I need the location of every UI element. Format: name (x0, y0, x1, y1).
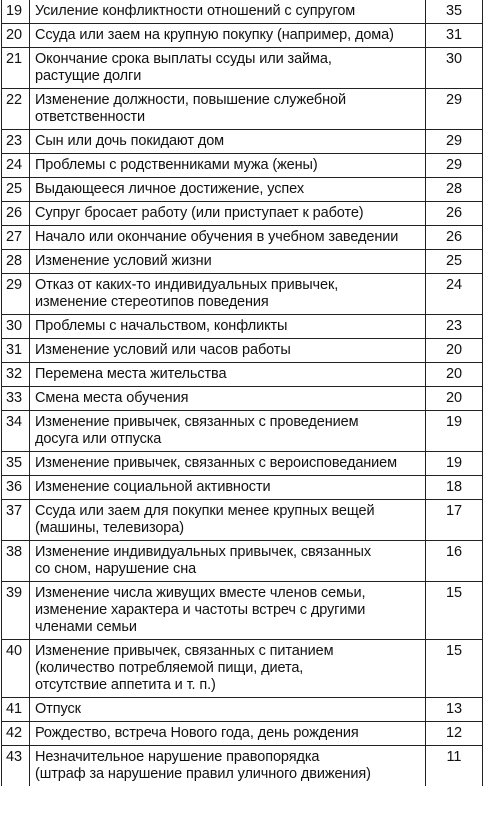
stress-score-cell: 28 (425, 178, 482, 202)
event-description-cell (29, 640, 425, 698)
table-row (2, 541, 483, 582)
row-number-cell: 20 (2, 24, 30, 48)
stress-score-cell: 35 (425, 0, 482, 24)
event-description-cell (29, 250, 425, 274)
event-description: Проблемы с родственниками мужа (жены) (34, 157, 318, 173)
event-description-cell (29, 178, 425, 202)
stress-score-cell: 29 (425, 89, 482, 130)
event-description: Изменение привычек, связанных с вероисповеданием (34, 455, 398, 471)
stress-score-cell: 19 (425, 411, 482, 452)
event-description-cell (29, 0, 425, 24)
event-description-cell (29, 315, 425, 339)
row-number-cell: 19 (2, 0, 30, 24)
table-row (2, 48, 483, 89)
row-number-cell: 27 (2, 226, 30, 250)
event-description: Перемена места жительства (34, 366, 227, 382)
stress-score-cell: 20 (425, 339, 482, 363)
table-row (2, 722, 483, 746)
table-row (2, 746, 483, 787)
row-number-cell: 29 (2, 274, 30, 315)
event-description: Смена места обучения (34, 390, 189, 406)
stress-score-cell: 15 (425, 582, 482, 640)
event-description: Изменение привычек, связанных с питанием (количество потребляемой пищи, диета, отсутствие аппетита и т. п.) (34, 643, 334, 693)
event-description: Выдающееся личное достижение, успех (34, 181, 304, 197)
row-number-cell: 30 (2, 315, 30, 339)
event-description: Окончание срока выплаты ссуды или займа, растущие долги (34, 51, 332, 84)
row-number-cell: 35 (2, 452, 30, 476)
table-row (2, 130, 483, 154)
table-row (2, 363, 483, 387)
event-description-cell (29, 387, 425, 411)
event-description-cell (29, 698, 425, 722)
event-description-cell (29, 89, 425, 130)
row-number-cell: 38 (2, 541, 30, 582)
event-description-cell (29, 130, 425, 154)
stress-score-cell: 11 (425, 746, 482, 787)
event-description: Сын или дочь покидают дом (34, 133, 225, 149)
event-description-cell (29, 226, 425, 250)
table-row (2, 24, 483, 48)
row-number-cell: 23 (2, 130, 30, 154)
event-description: Отказ от каких-то индивидуальных привычек, изменение стереотипов поведения (34, 277, 339, 310)
stress-score-cell: 29 (425, 154, 482, 178)
stress-score-cell: 29 (425, 130, 482, 154)
table-row (2, 0, 483, 24)
event-description-cell (29, 202, 425, 226)
event-description: Изменение числа живущих вместе членов семьи, изменение характера и частоты встреч с другими членами семьи (34, 585, 366, 635)
stress-score-cell: 13 (425, 698, 482, 722)
row-number-cell: 40 (2, 640, 30, 698)
table-row (2, 339, 483, 363)
event-description: Изменение условий или часов работы (34, 342, 291, 358)
table-row (2, 698, 483, 722)
stress-score-cell: 20 (425, 387, 482, 411)
stress-score-cell: 16 (425, 541, 482, 582)
event-description-cell (29, 722, 425, 746)
row-number-cell: 39 (2, 582, 30, 640)
table-row (2, 274, 483, 315)
event-description: Отпуск (34, 701, 81, 717)
row-number-cell: 43 (2, 746, 30, 787)
event-description: Рождество, встреча Нового года, день рождения (34, 725, 359, 741)
event-description-cell (29, 363, 425, 387)
event-description-cell (29, 746, 425, 787)
row-number-cell: 28 (2, 250, 30, 274)
stress-score-cell: 23 (425, 315, 482, 339)
event-description: Незначительное нарушение правопорядка (штраф за нарушение правил уличного движения) (34, 749, 371, 782)
life-events-table (1, 0, 483, 786)
table-row (2, 500, 483, 541)
table-row (2, 226, 483, 250)
event-description: Супруг бросает работу (или приступает к работе) (34, 205, 364, 221)
table-row (2, 315, 483, 339)
table-row (2, 89, 483, 130)
event-description-cell (29, 339, 425, 363)
table-row (2, 411, 483, 452)
stress-score-cell: 26 (425, 202, 482, 226)
stress-score-cell: 25 (425, 250, 482, 274)
row-number-cell: 34 (2, 411, 30, 452)
row-number-cell: 33 (2, 387, 30, 411)
event-description-cell (29, 24, 425, 48)
row-number-cell: 31 (2, 339, 30, 363)
event-description-cell (29, 500, 425, 541)
event-description-cell (29, 48, 425, 89)
table-row (2, 202, 483, 226)
row-number-cell: 26 (2, 202, 30, 226)
event-description-cell (29, 452, 425, 476)
table-row (2, 476, 483, 500)
event-description: Изменение условий жизни (34, 253, 212, 269)
stress-score-cell: 18 (425, 476, 482, 500)
table-row (2, 640, 483, 698)
row-number-cell: 25 (2, 178, 30, 202)
row-number-cell: 42 (2, 722, 30, 746)
stress-score-cell: 17 (425, 500, 482, 541)
event-description: Изменение должности, повышение служебной ответственности (34, 92, 346, 125)
stress-score-cell: 24 (425, 274, 482, 315)
event-description-cell (29, 274, 425, 315)
row-number-cell: 24 (2, 154, 30, 178)
event-description: Ссуда или заем для покупки менее крупных вещей (машины, телевизора) (34, 503, 375, 536)
event-description: Ссуда или заем на крупную покупку (например, дома) (34, 27, 394, 43)
stress-score-cell: 30 (425, 48, 482, 89)
table-body (2, 0, 483, 786)
table-row (2, 387, 483, 411)
row-number-cell: 21 (2, 48, 30, 89)
event-description: Изменение социальной активности (34, 479, 271, 495)
stress-score-cell: 19 (425, 452, 482, 476)
event-description: Изменение индивидуальных привычек, связанных со сном, нарушение сна (34, 544, 371, 577)
event-description: Изменение привычек, связанных с проведением досуга или отпуска (34, 414, 359, 447)
table-row (2, 154, 483, 178)
stress-score-cell: 15 (425, 640, 482, 698)
stress-score-cell: 26 (425, 226, 482, 250)
event-description: Проблемы с начальством, конфликты (34, 318, 288, 334)
event-description: Начало или окончание обучения в учебном заведении (34, 229, 399, 245)
event-description-cell (29, 541, 425, 582)
row-number-cell: 36 (2, 476, 30, 500)
event-description-cell (29, 411, 425, 452)
table-row (2, 178, 483, 202)
row-number-cell: 22 (2, 89, 30, 130)
stress-score-cell: 12 (425, 722, 482, 746)
table-row (2, 582, 483, 640)
event-description-cell (29, 582, 425, 640)
event-description-cell (29, 476, 425, 500)
life-events-table-container (1, 0, 483, 786)
event-description-cell (29, 154, 425, 178)
row-number-cell: 41 (2, 698, 30, 722)
stress-score-cell: 31 (425, 24, 482, 48)
table-row (2, 250, 483, 274)
row-number-cell: 37 (2, 500, 30, 541)
row-number-cell: 32 (2, 363, 30, 387)
event-description: Усиление конфликтности отношений с супругом (34, 3, 356, 19)
stress-score-cell: 20 (425, 363, 482, 387)
table-row (2, 452, 483, 476)
